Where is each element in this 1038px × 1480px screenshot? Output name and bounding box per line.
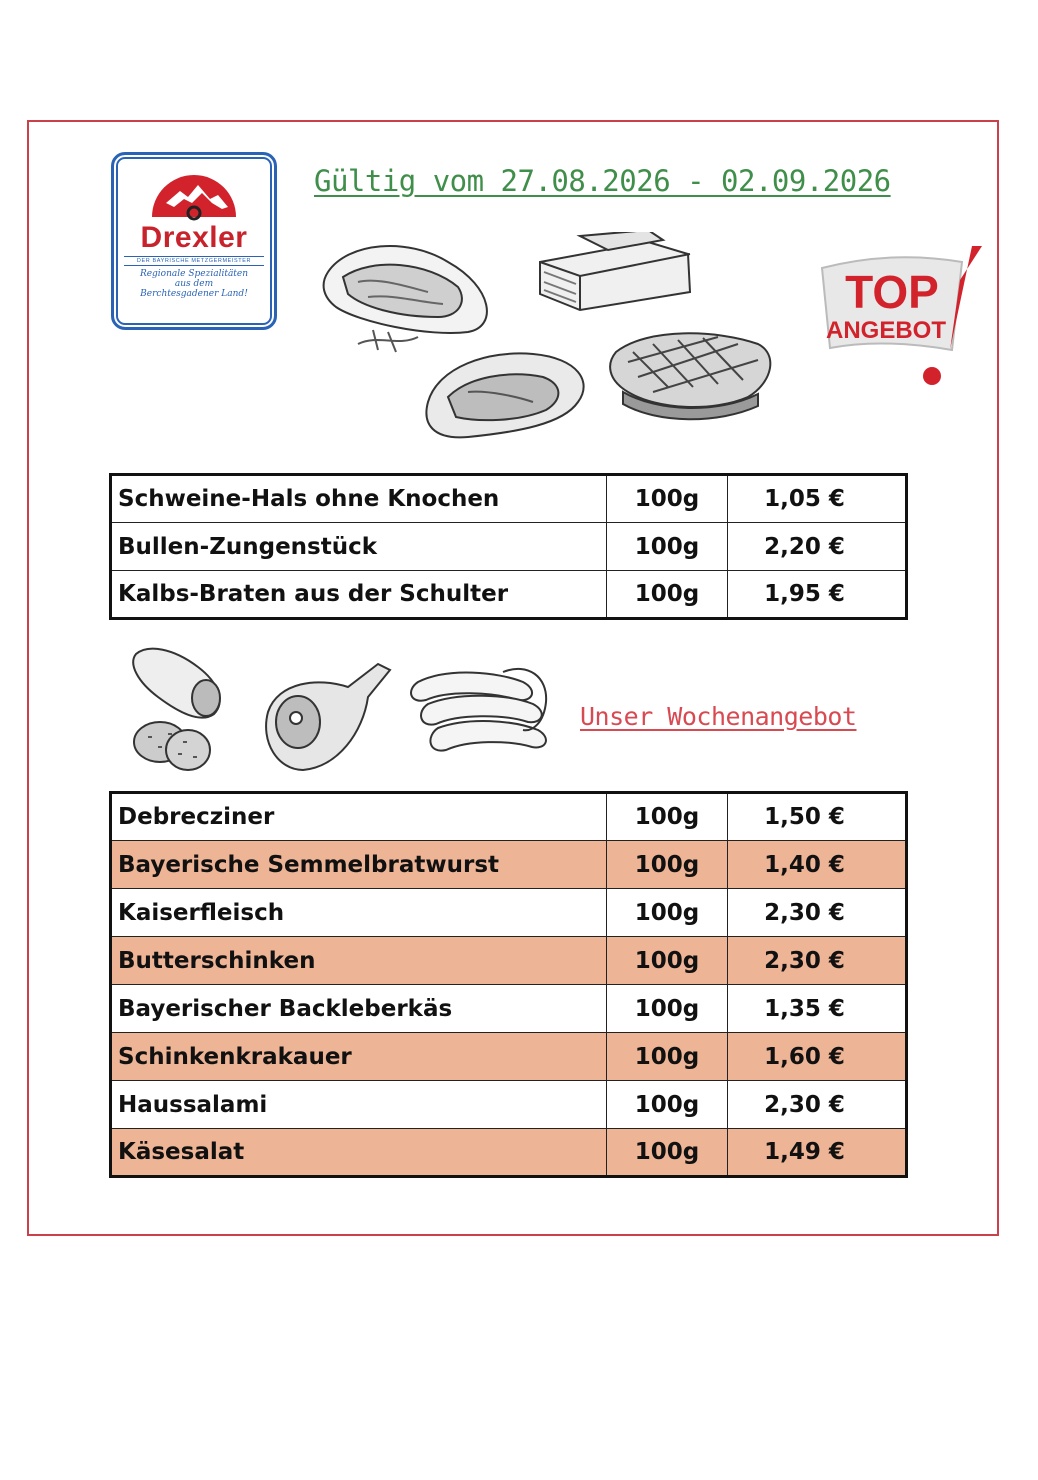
sausages-icon — [411, 669, 546, 751]
product-price: 2,30 € — [728, 1081, 907, 1129]
steak-icon — [324, 246, 487, 352]
logo-brand: Drexler — [140, 221, 248, 254]
product-price: 1,35 € — [728, 985, 907, 1033]
product-price: 1,49 € — [728, 1129, 907, 1177]
product-price: 2,30 € — [728, 889, 907, 937]
table-row — [111, 1033, 907, 1081]
product-name: Haussalami — [111, 1081, 607, 1129]
drexler-logo — [111, 152, 277, 330]
tbone-steak-icon — [426, 353, 583, 437]
table-row — [111, 841, 907, 889]
table-row — [111, 571, 907, 619]
product-price: 1,40 € — [728, 841, 907, 889]
logo-tagline-line-2: aus dem — [174, 279, 214, 289]
meat-illustrations — [318, 232, 798, 442]
product-name: Bayerischer Backleberkäs — [111, 985, 607, 1033]
product-unit: 100g — [607, 1129, 728, 1177]
product-unit: 100g — [607, 841, 728, 889]
table-row — [111, 523, 907, 571]
product-name: Kaiserfleisch — [111, 889, 607, 937]
product-name: Debrecziner — [111, 793, 607, 841]
logo-tagline — [124, 269, 264, 299]
product-price: 2,30 € — [728, 937, 907, 985]
validity-heading: Gültig vom 27.08.2026 - 02.09.2026 — [314, 164, 891, 198]
product-price: 1,95 € — [728, 571, 907, 619]
table-row — [111, 475, 907, 523]
ham-leg-icon — [266, 664, 390, 770]
bacon-icon — [540, 232, 690, 310]
sausage-illustrations — [128, 642, 558, 782]
product-unit: 100g — [607, 1033, 728, 1081]
top-offers-table — [109, 473, 908, 620]
salami-icon — [133, 649, 220, 770]
weekly-offers-table — [109, 791, 908, 1178]
product-name: Schweine-Hals ohne Knochen — [111, 475, 607, 523]
product-price: 1,05 € — [728, 475, 907, 523]
product-price: 1,50 € — [728, 793, 907, 841]
top-offer-badge — [812, 240, 992, 390]
product-unit: 100g — [607, 571, 728, 619]
product-unit: 100g — [607, 985, 728, 1033]
table-row — [111, 889, 907, 937]
product-name: Kalbs-Braten aus der Schulter — [111, 571, 607, 619]
table-row — [111, 985, 907, 1033]
table-row — [111, 1081, 907, 1129]
product-price: 1,60 € — [728, 1033, 907, 1081]
logo-tagline-line-3: Berchtesgadener Land! — [140, 289, 248, 299]
table-row — [111, 937, 907, 985]
table-row — [111, 793, 907, 841]
product-unit: 100g — [607, 1081, 728, 1129]
product-unit: 100g — [607, 889, 728, 937]
product-unit: 100g — [607, 523, 728, 571]
product-name: Schinkenkrakauer — [111, 1033, 607, 1081]
product-name: Bullen-Zungenstück — [111, 523, 607, 571]
product-unit: 100g — [607, 793, 728, 841]
product-price: 2,20 € — [728, 523, 907, 571]
grilled-steak-icon — [610, 333, 770, 419]
weekly-offer-heading: Unser Wochenangebot — [580, 702, 857, 731]
logo-subline: DER BAYRISCHE METZGERMEISTER — [124, 256, 264, 266]
product-name: Käsesalat — [111, 1129, 607, 1177]
badge-line-1: TOP — [845, 266, 939, 318]
product-unit: 100g — [607, 475, 728, 523]
product-unit: 100g — [607, 937, 728, 985]
product-name: Bayerische Semmelbratwurst — [111, 841, 607, 889]
product-name: Butterschinken — [111, 937, 607, 985]
table-row — [111, 1129, 907, 1177]
badge-line-2: ANGEBOT — [826, 317, 946, 344]
logo-tagline-line-1: Regionale Spezialitäten — [139, 269, 249, 279]
